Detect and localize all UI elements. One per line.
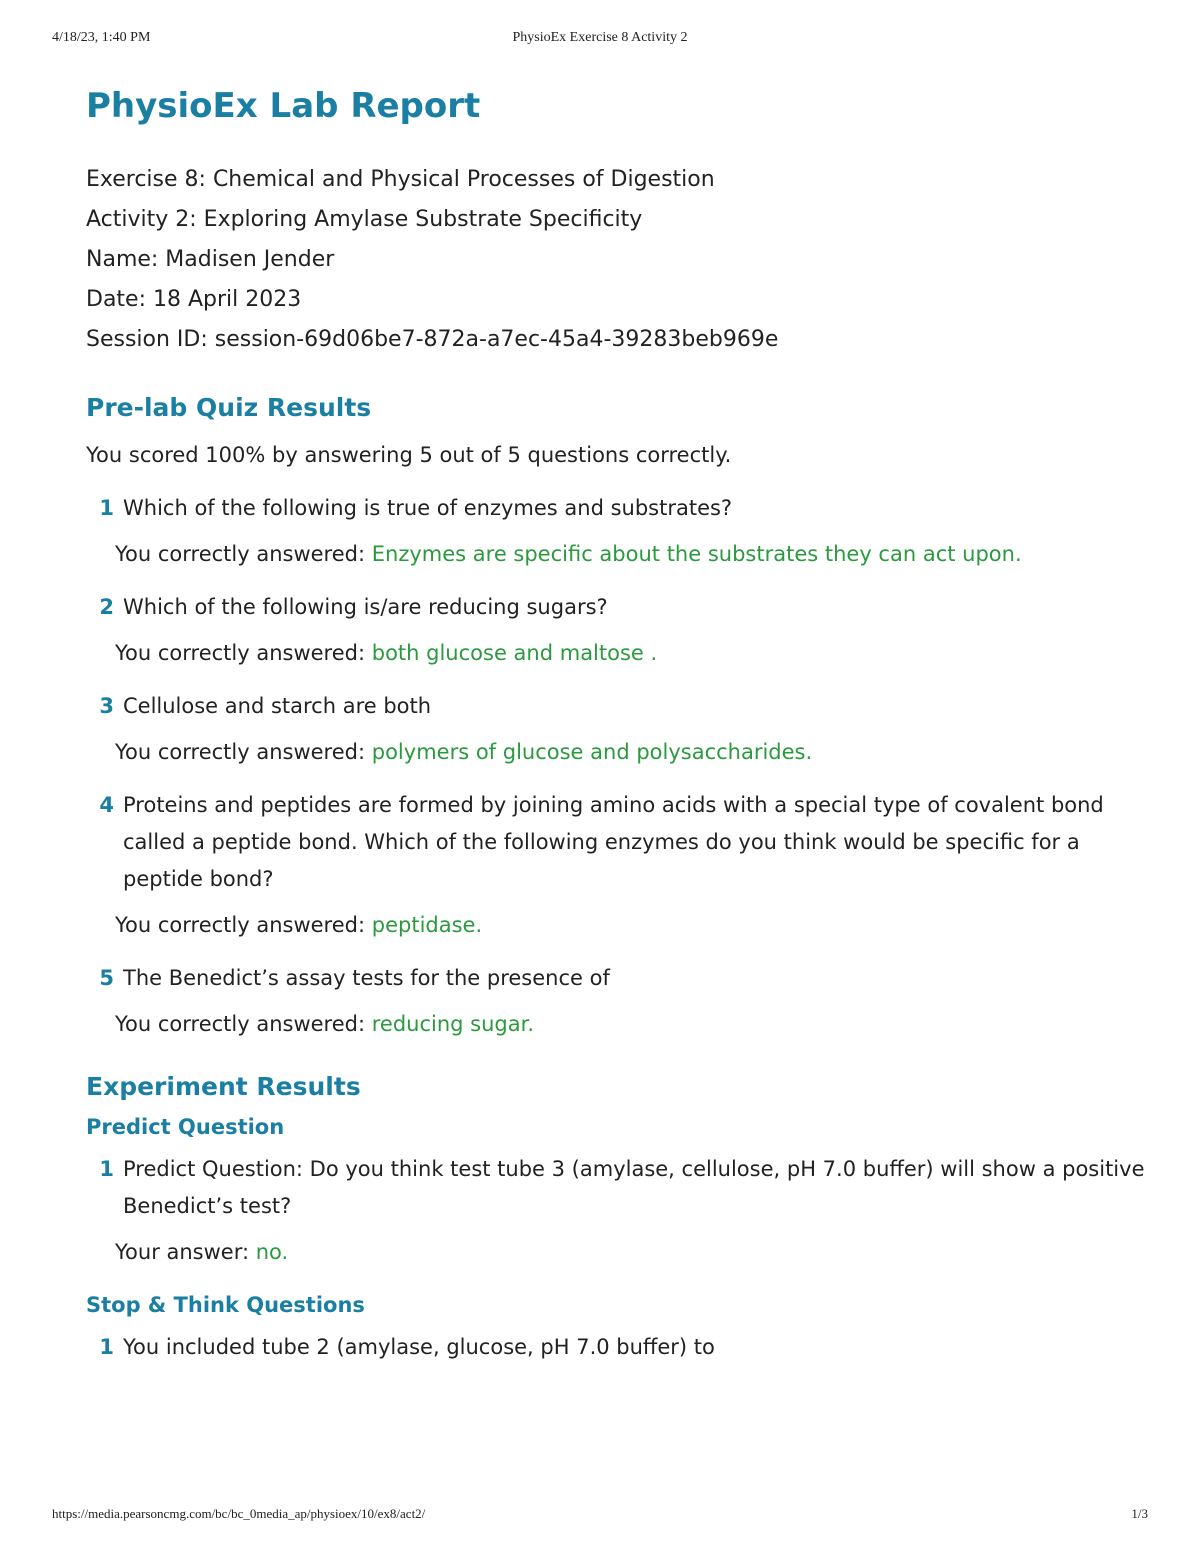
print-url: https://media.pearsoncmg.com/bc/bc_0media_ap/physioex/10/ex8/act2/	[52, 1506, 426, 1521]
answer-prefix: You correctly answered:	[115, 740, 366, 764]
stop-think-question	[86, 1329, 1156, 1366]
question-text: The Benedict’s assay tests for the presence of	[123, 966, 610, 990]
report-content	[86, 82, 1156, 1366]
prelab-heading: Pre-lab Quiz Results	[86, 393, 372, 422]
answer-value: Enzymes are specific about the substrates they can act upon.	[371, 542, 1022, 566]
session-line: Session ID: session-69d06be7-872a-a7ec-45a4-39283beb969e	[86, 327, 779, 352]
question-number: 1	[99, 1335, 114, 1359]
quiz-answer	[115, 638, 1156, 668]
stop-think-heading: Stop & Think Questions	[86, 1293, 365, 1317]
question-text: Which of the following is true of enzymes and substrates?	[123, 496, 733, 520]
predict-heading: Predict Question	[86, 1115, 285, 1139]
answer-value: polymers of glucose and polysaccharides.	[371, 740, 813, 764]
question-text: Proteins and peptides are formed by joining amino acids with a special type of covalent bond called a peptide bond. Which of the following enzymes do you think would be specific for a peptide bond?	[123, 793, 1104, 891]
answer-value: no.	[255, 1240, 289, 1264]
question-number: 1	[99, 1157, 114, 1181]
page-title: PhysioEx Lab Report	[86, 86, 481, 126]
answer-value: both glucose and maltose .	[371, 641, 658, 665]
question-number: 2	[99, 595, 114, 619]
print-datetime: 4/18/23, 1:40 PM	[52, 30, 151, 45]
question-text: Predict Question: Do you think test tube 3 (amylase, cellulose, pH 7.0 buffer) will show a positive Benedict’s test?	[123, 1157, 1145, 1218]
answer-prefix: Your answer:	[115, 1240, 250, 1264]
exercise-line: Exercise 8: Chemical and Physical Processes of Digestion	[86, 167, 715, 192]
date-line: Date: 18 April 2023	[86, 287, 302, 312]
predict-question	[86, 1151, 1156, 1225]
answer-prefix: You correctly answered:	[115, 542, 366, 566]
experiment-heading: Experiment Results	[86, 1072, 361, 1101]
question-text: You included tube 2 (amylase, glucose, pH 7.0 buffer) to	[123, 1335, 715, 1359]
prelab-score: You scored 100% by answering 5 out of 5 questions correctly.	[86, 443, 732, 467]
question-number: 3	[99, 694, 114, 718]
answer-prefix: You correctly answered:	[115, 913, 366, 937]
question-number: 1	[99, 496, 114, 520]
question-number: 5	[99, 966, 114, 990]
quiz-question	[86, 688, 1156, 725]
answer-value: peptidase.	[371, 913, 483, 937]
quiz-answer	[115, 1009, 1156, 1039]
quiz-answer	[115, 910, 1156, 940]
quiz-answer	[115, 539, 1156, 569]
quiz-question	[86, 589, 1156, 626]
predict-answer	[115, 1237, 1156, 1267]
print-doc-title: PhysioEx Exercise 8 Activity 2	[512, 30, 688, 45]
quiz-question	[86, 960, 1156, 997]
question-text: Which of the following is/are reducing sugars?	[123, 595, 608, 619]
name-line: Name: Madisen Jender	[86, 247, 335, 272]
answer-prefix: You correctly answered:	[115, 1012, 366, 1036]
answer-prefix: You correctly answered:	[115, 641, 366, 665]
quiz-question	[86, 787, 1156, 898]
print-page-number: 1/3	[1131, 1506, 1148, 1521]
quiz-question	[86, 490, 1156, 527]
question-text: Cellulose and starch are both	[123, 694, 432, 718]
question-number: 4	[99, 793, 114, 817]
answer-value: reducing sugar.	[371, 1012, 535, 1036]
activity-line: Activity 2: Exploring Amylase Substrate Specificity	[86, 207, 643, 232]
quiz-answer	[115, 737, 1156, 767]
